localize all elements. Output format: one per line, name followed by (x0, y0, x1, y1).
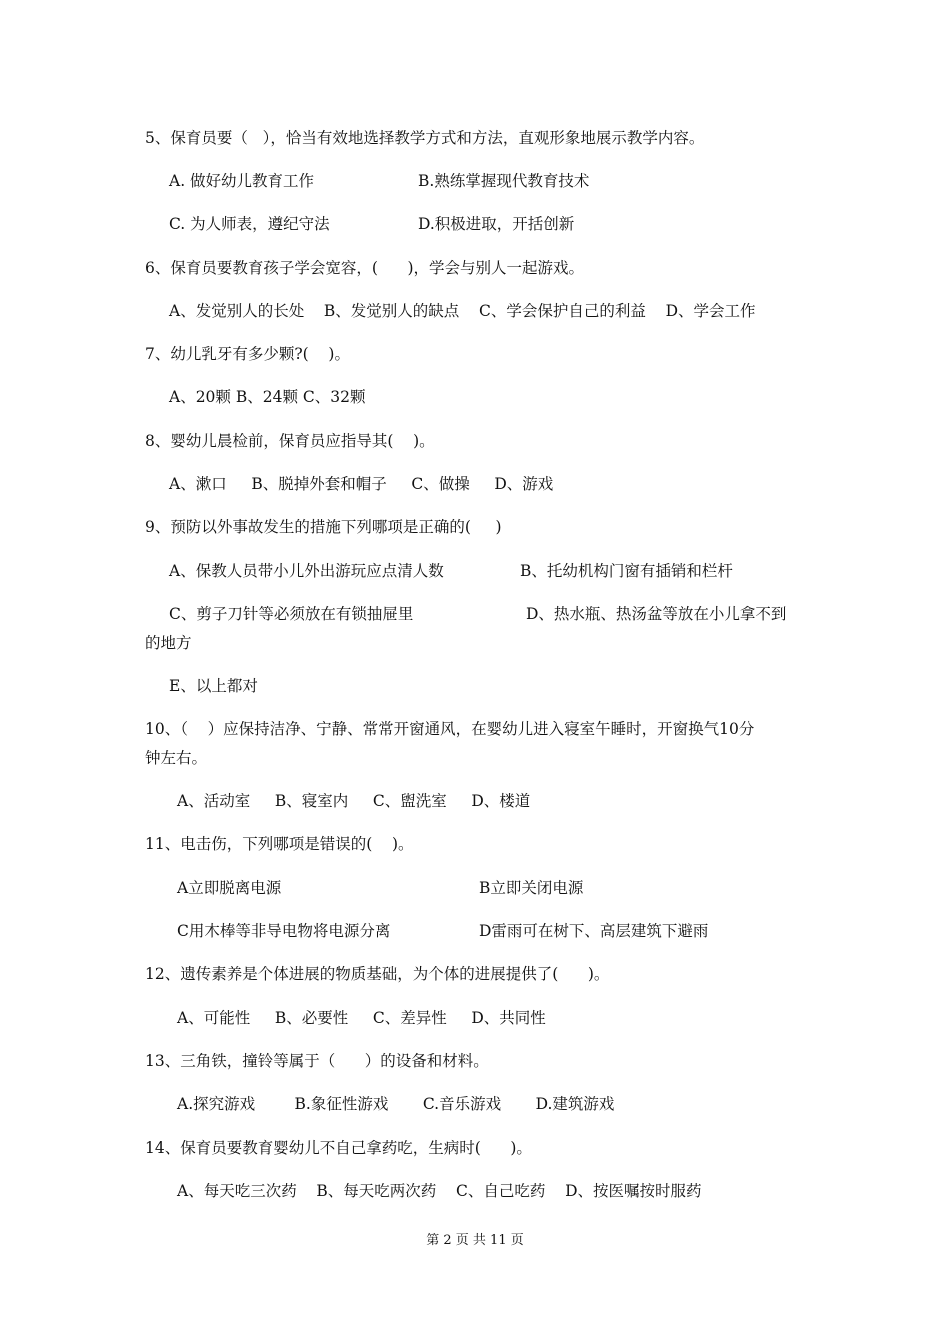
page-number-footer: 第 2 页 共 11 页 (426, 1233, 524, 1248)
question-9-option-d: D、热水瓶、热汤盆等放在小儿拿不到 (526, 605, 787, 623)
question-9-option-c: C、剪子刀针等必须放在有锁抽屉里 (169, 605, 414, 623)
question-10-text: 10、（ ）应保持洁净、宁静、常常开窗通风，在婴幼儿进入寝室午睡时，开窗换气10分 (145, 720, 755, 738)
question-11-option-c: C用木棒等非导电物将电源分离 (177, 922, 391, 940)
question-10-text-continued: 钟左右。 (145, 749, 208, 767)
question-9-option-b: B、托幼机构门窗有插销和栏杆 (520, 562, 733, 580)
question-13-options: A.探究游戏 B.象征性游戏 C.音乐游戏 D.建筑游戏 (177, 1095, 615, 1113)
question-10-options: A、活动室 B、寝室内 C、盥洗室 D、楼道 (177, 792, 531, 810)
question-12-text: 12、遗传素养是个体进展的物质基础，为个体的进展提供了( )。 (145, 965, 610, 983)
question-9-option-a: A、保教人员带小儿外出游玩应点清人数 (169, 562, 444, 580)
question-9-option-d-continued: 的地方 (145, 634, 192, 652)
question-11-option-d: D雷雨可在树下、高层建筑下避雨 (479, 922, 709, 940)
question-8-options: A、漱口 B、脱掉外套和帽子 C、做操 D、游戏 (169, 475, 554, 493)
question-5-text: 5、保育员要（ ），恰当有效地选择教学方式和方法，直观形象地展示教学内容。 (145, 129, 705, 147)
question-9-text: 9、预防以外事故发生的措施下列哪项是正确的( ) (145, 518, 502, 536)
question-11-option-b: B立即关闭电源 (479, 879, 584, 897)
question-5-option-a: A. 做好幼儿教育工作 (169, 172, 315, 190)
question-7-text: 7、幼儿乳牙有多少颗?( )。 (145, 345, 350, 363)
question-5-option-d: D.积极进取，开括创新 (418, 215, 575, 233)
question-11-option-a: A立即脱离电源 (177, 879, 282, 897)
question-9-option-e: E、以上都对 (169, 677, 258, 695)
question-8-text: 8、婴幼儿晨检前，保育员应指导其( )。 (145, 432, 435, 450)
question-14-text: 14、保育员要教育婴幼儿不自己拿药吃，生病时( )。 (145, 1139, 532, 1157)
question-5-option-b: B.熟练掌握现代教育技术 (418, 172, 590, 190)
question-11-text: 11、电击伤，下列哪项是错误的( )。 (145, 835, 414, 853)
question-7-options: A、20颗 B、24颗 C、32颗 (169, 388, 366, 406)
question-12-options: A、可能性 B、必要性 C、差异性 D、共同性 (177, 1009, 546, 1027)
question-5-option-c: C. 为人师表，遵纪守法 (169, 215, 330, 233)
question-6-options: A、发觉别人的长处 B、发觉别人的缺点 C、学会保护自己的利益 D、学会工作 (169, 302, 756, 320)
question-14-options: A、每天吃三次药 B、每天吃两次药 C、自己吃药 D、按医嘱按时服药 (177, 1182, 702, 1200)
question-13-text: 13、三角铁，撞铃等属于（ ）的设备和材料。 (145, 1052, 489, 1070)
question-6-text: 6、保育员要教育孩子学会宽容，( )，学会与别人一起游戏。 (145, 259, 585, 277)
